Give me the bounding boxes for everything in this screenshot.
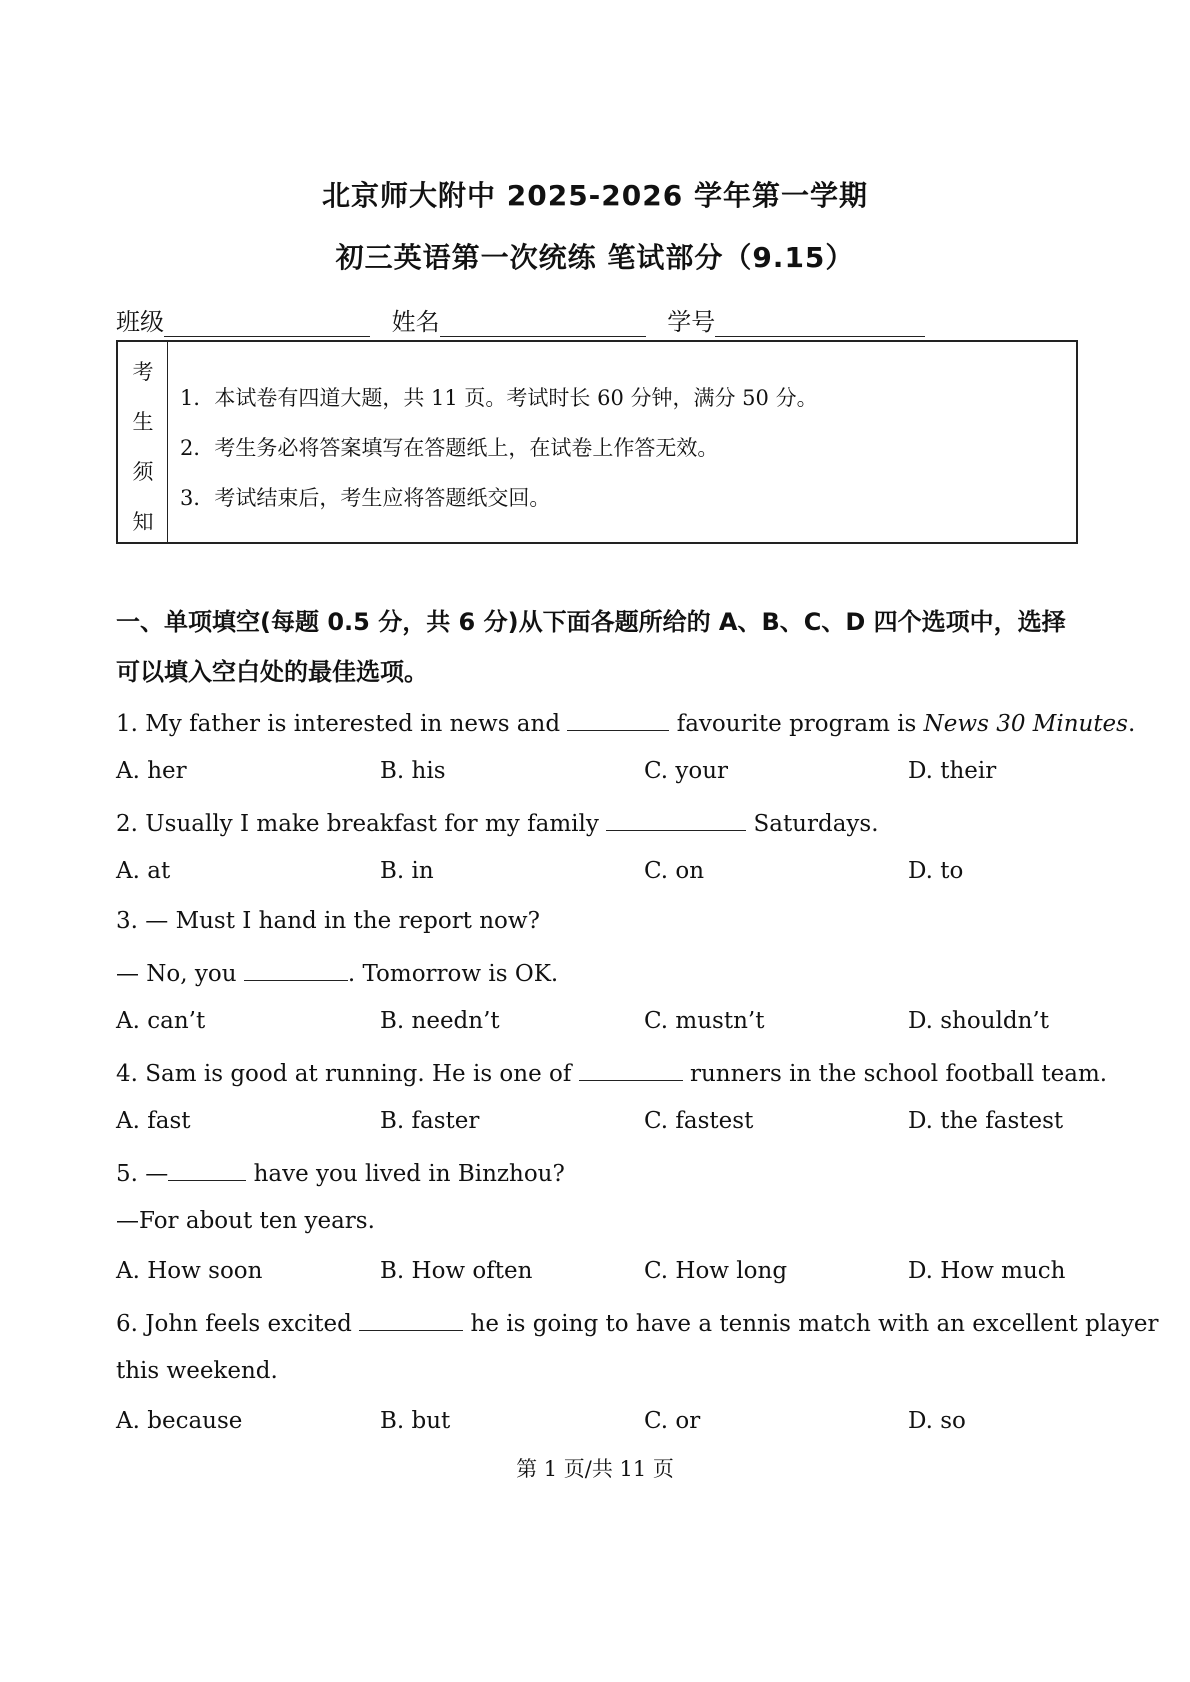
name-blank: [440, 310, 646, 337]
q1-option-c: C. your: [644, 758, 729, 784]
notice-side-label: [118, 342, 168, 542]
question-2-stem: [116, 808, 879, 837]
q6-option-c: C. or: [644, 1408, 701, 1434]
q5-blank: [168, 1158, 246, 1181]
q1-blank: [567, 708, 669, 731]
question-6-stem: [116, 1308, 1158, 1337]
id-label: 学号: [667, 308, 716, 336]
q5-option-c: C. How long: [644, 1258, 788, 1284]
q4-option-d: D. the fastest: [908, 1108, 1064, 1134]
q2-option-b: B. in: [380, 858, 434, 884]
q5-text-after: have you lived in Binzhou?: [253, 1161, 565, 1187]
q6-text-after: he is going to have a tennis match with an excellent player: [470, 1311, 1159, 1337]
q4-text-after: runners in the school football team.: [690, 1061, 1108, 1087]
q6-text-before: 6. John feels excited: [116, 1311, 352, 1337]
class-blank: [164, 310, 370, 337]
class-label: 班级: [116, 308, 164, 336]
question-5-response: —For about ten years.: [116, 1208, 375, 1234]
question-4-stem: [116, 1058, 1107, 1087]
notice-side-char: 知: [132, 510, 154, 534]
section-heading: [116, 597, 1086, 697]
q6-option-b: B. but: [380, 1408, 451, 1434]
question-1-stem: [116, 708, 1135, 737]
q1-option-a: A. her: [116, 758, 187, 784]
q1-text-after: favourite program is: [676, 711, 917, 737]
q6-option-a: A. because: [116, 1408, 243, 1434]
question-3-response: [116, 958, 558, 987]
q2-text-before: 2. Usually I make breakfast for my family: [116, 811, 599, 837]
q5-text-before: 5. —: [116, 1161, 169, 1187]
q5-option-b: B. How often: [380, 1258, 533, 1284]
q4-text-before: 4. Sam is good at running. He is one of: [116, 1061, 572, 1087]
notice-side-char: 须: [132, 460, 154, 484]
name-label: 姓名: [391, 308, 440, 336]
q3-blank: [244, 958, 348, 981]
q4-option-b: B. faster: [380, 1108, 480, 1134]
q1-program-name: News 30 Minutes: [923, 711, 1128, 737]
section-heading-line2: 可以填入空白处的最佳选项。: [116, 658, 428, 686]
q4-blank: [579, 1058, 683, 1081]
q1-option-b: B. his: [380, 758, 446, 784]
question-5-stem: [116, 1158, 565, 1187]
q2-text-after: Saturdays.: [753, 811, 879, 837]
q1-option-d: D. their: [908, 758, 997, 784]
q3-text-after: . Tomorrow is OK.: [347, 961, 559, 987]
q4-option-c: C. fastest: [644, 1108, 754, 1134]
q5-option-d: D. How much: [908, 1258, 1066, 1284]
q3-option-c: C. mustn’t: [644, 1008, 765, 1034]
q5-option-a: A. How soon: [116, 1258, 263, 1284]
exam-notice-box: [116, 340, 1078, 544]
q6-option-d: D. so: [908, 1408, 966, 1434]
q6-blank: [359, 1308, 463, 1331]
notice-side-char: 生: [132, 410, 154, 434]
q2-blank: [606, 808, 746, 831]
q2-option-c: C. on: [644, 858, 705, 884]
q3-option-b: B. needn’t: [380, 1008, 500, 1034]
exam-title-subject: 初三英语第一次统练 笔试部分（9.15）: [335, 241, 855, 274]
notice-side-char: 考: [132, 360, 154, 384]
q2-option-d: D. to: [908, 858, 964, 884]
q1-text-before: 1. My father is interested in news and: [116, 711, 561, 737]
question-6-continuation: this weekend.: [116, 1358, 278, 1384]
q2-option-a: A. at: [116, 858, 171, 884]
question-3-stem: 3. — Must I hand in the report now?: [116, 908, 540, 934]
q1-end: .: [1127, 711, 1136, 737]
q3-option-d: D. shouldn’t: [908, 1008, 1049, 1034]
exam-title-school: 北京师大附中 2025-2026 学年第一学期: [322, 179, 868, 212]
notice-item: 1．本试卷有四道大题，共 11 页。考试时长 60 分钟，满分 50 分。: [180, 386, 818, 410]
id-blank: [715, 310, 925, 337]
q3-option-a: A. can’t: [116, 1008, 206, 1034]
student-info-line: [116, 302, 925, 337]
q3-text-before: — No, you: [116, 961, 237, 987]
page-footer: 第 1 页/共 11 页: [516, 1457, 674, 1481]
notice-item: 3．考试结束后，考生应将答题纸交回。: [180, 486, 551, 510]
section-heading-line1: 一、单项填空(每题 0.5 分，共 6 分)从下面各题所给的 A、B、C、D 四个选项中，选择: [116, 608, 1066, 636]
q4-option-a: A. fast: [116, 1108, 191, 1134]
notice-item: 2．考生务必将答案填写在答题纸上，在试卷上作答无效。: [180, 436, 719, 460]
